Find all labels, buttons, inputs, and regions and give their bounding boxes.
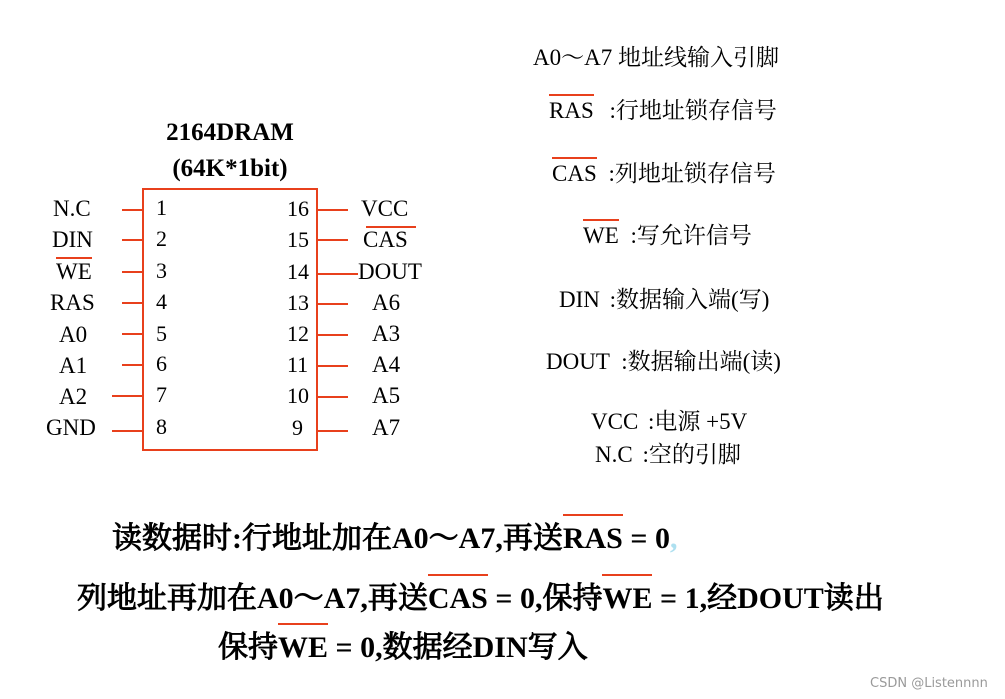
legend-desc: :数据输入端(写) (609, 287, 770, 312)
legend-desc: :写允许信号 (630, 223, 752, 248)
legend-signal: RAS (549, 98, 594, 123)
note-read-line1 (112, 519, 677, 559)
note-write-line (218, 628, 588, 668)
note-signal-cas: CAS (428, 579, 488, 619)
note-text: = 0,数据经DIN写入 (328, 631, 588, 664)
note-text: 保持 (218, 631, 278, 664)
pin-lead (122, 209, 144, 211)
pin-number: 10 (287, 383, 309, 408)
pin-label: RAS (50, 290, 95, 315)
chip-name: 2164DRAM (166, 119, 294, 146)
pin-label: A5 (372, 383, 401, 408)
pin-number: 8 (156, 414, 167, 439)
pin-label: DIN (52, 227, 93, 252)
pin-lead (122, 364, 144, 366)
pin-number: 2 (156, 226, 167, 251)
pin-label: A0 (59, 322, 88, 347)
pin-number: 13 (287, 290, 309, 315)
active-low-bar (56, 257, 92, 259)
note-comma: , (669, 522, 678, 555)
pin-number: 9 (292, 415, 303, 440)
pin-label: A7 (372, 415, 401, 440)
legend-signal: DOUT (546, 349, 610, 374)
chip-capacity: (64K*1bit) (172, 155, 288, 182)
legend-din (559, 286, 769, 314)
pin-label: CAS (363, 227, 408, 252)
pin-lead (122, 302, 144, 304)
legend-desc: :列地址锁存信号 (608, 161, 776, 186)
legend-nc (595, 441, 741, 469)
pin-label: DOUT (358, 259, 422, 284)
legend-desc: :数据输出端(读) (621, 349, 781, 374)
note-text: 列地址再加在A0～A7,再送 (77, 582, 428, 615)
note-text: = 1,经DOUT读出 (652, 582, 884, 615)
legend-desc: :行地址锁存信号 (609, 98, 777, 123)
pin-label: A1 (59, 353, 88, 378)
pin-lead (318, 396, 348, 398)
watermark: CSDN @Listennnn (870, 676, 988, 691)
legend-address (533, 44, 779, 72)
pin-number: 5 (156, 321, 167, 346)
pin-number: 15 (287, 227, 309, 252)
pin-number: 16 (287, 196, 309, 221)
note-signal-we: WE (602, 579, 652, 619)
note-text: = 0,保持 (487, 582, 603, 615)
pin-label: WE (56, 259, 92, 284)
pin-label: N.C (53, 196, 91, 221)
pin-label: GND (46, 415, 96, 440)
pin-number: 7 (156, 382, 167, 407)
note-signal-we: WE (278, 628, 328, 668)
legend-cas (552, 160, 776, 188)
legend-signal: CAS (552, 161, 597, 186)
pin-lead (318, 239, 348, 241)
legend-desc: 地址线输入引脚 (617, 45, 779, 70)
pin-lead (112, 430, 144, 432)
legend-signal: DIN (559, 287, 600, 312)
pin-lead (112, 395, 144, 397)
pin-label: A4 (372, 352, 401, 377)
legend-signal: A0～A7 (533, 45, 613, 70)
pin-number: 6 (156, 351, 167, 376)
legend-signal: WE (583, 223, 619, 248)
pin-number: 11 (287, 352, 309, 377)
pin-lead (318, 430, 348, 432)
legend-we (583, 222, 752, 250)
legend-ras (549, 97, 777, 125)
pin-lead (318, 273, 358, 275)
pin-lead (318, 303, 348, 305)
pin-number: 12 (287, 321, 309, 346)
pin-lead (318, 209, 348, 211)
pin-lead (122, 271, 144, 273)
pin-lead (318, 334, 348, 336)
legend-vcc (591, 408, 747, 436)
pin-lead (318, 365, 348, 367)
note-signal-ras: RAS (563, 519, 623, 559)
legend-signal: N.C (595, 442, 633, 467)
legend-signal: VCC (591, 409, 639, 434)
note-text: = 0 (622, 522, 670, 555)
pin-label: A3 (372, 321, 401, 346)
note-text: 读数据时:行地址加在A0～A7,再送 (112, 522, 563, 555)
pin-number: 3 (156, 258, 167, 283)
pin-number: 14 (287, 259, 309, 284)
pin-number: 1 (156, 195, 167, 220)
pin-label: VCC (361, 196, 409, 221)
pin-number: 4 (156, 289, 167, 314)
pin-label: A2 (59, 384, 88, 409)
pin-label: A6 (372, 290, 401, 315)
legend-desc: :空的引脚 (642, 442, 741, 467)
pin-lead (122, 239, 144, 241)
pin-lead (122, 333, 144, 335)
legend-desc: :电源 +5V (648, 409, 748, 434)
legend-dout (546, 348, 781, 376)
note-read-line2 (77, 579, 884, 619)
